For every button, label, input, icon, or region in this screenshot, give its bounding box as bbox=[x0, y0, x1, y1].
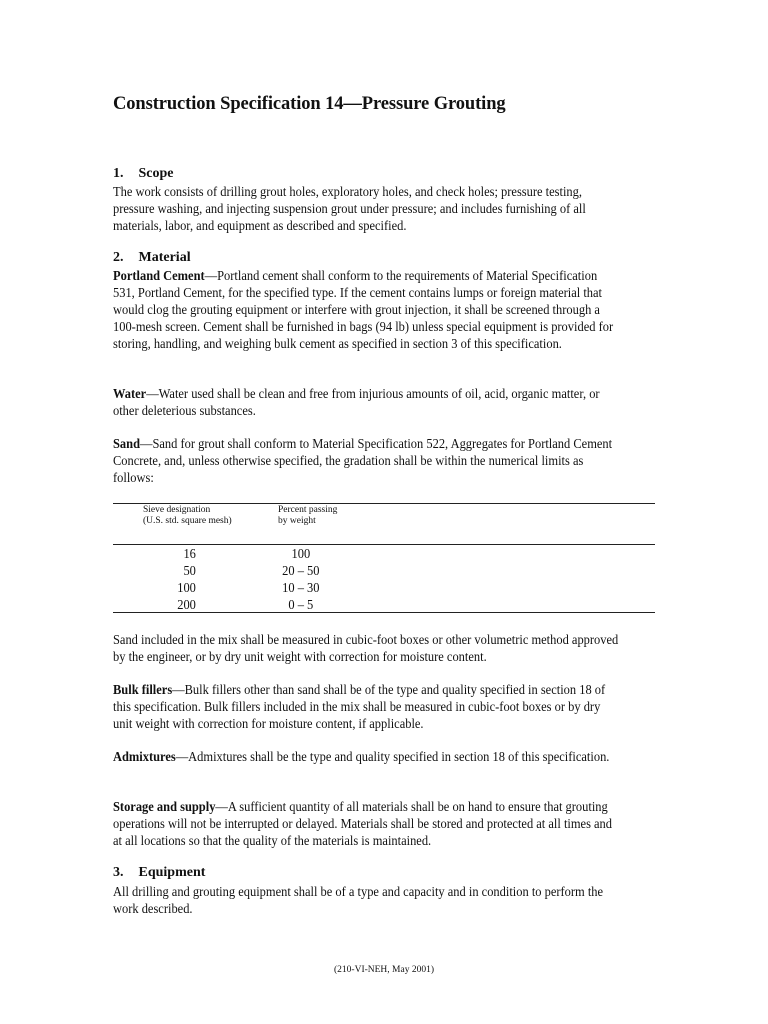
sand-paragraph bbox=[113, 435, 620, 486]
section-heading-scope bbox=[113, 166, 174, 182]
section-number: 2. bbox=[113, 250, 124, 265]
section-title: Scope bbox=[138, 166, 174, 181]
term-label: Admixtures bbox=[113, 749, 176, 764]
header-line: (U.S. std. square mesh) bbox=[143, 516, 232, 526]
header-line: by weight bbox=[278, 516, 316, 526]
portland-cement-paragraph bbox=[113, 267, 620, 352]
equipment-paragraph: All drilling and grouting equipment shall be of a type and capacity and in condition to perform the work described. bbox=[113, 884, 604, 916]
section-heading-material bbox=[113, 250, 191, 266]
section-title: Material bbox=[138, 250, 191, 265]
table-cell-sieve: 50 bbox=[183, 563, 196, 578]
table-cell-sieve: 100 bbox=[177, 580, 196, 595]
storage-supply-paragraph bbox=[113, 798, 620, 849]
header-line: Percent passing bbox=[278, 505, 338, 515]
term-label: Sand bbox=[113, 436, 141, 451]
table-top-rule bbox=[113, 503, 655, 504]
term-text: —Sand for grout shall conform to Material Specification 522, Aggregates for Portland Cement Concrete, and, unless otherwise specified, the gradation shall be within the numerical limits as follows: bbox=[113, 436, 613, 485]
sand-measurement-paragraph: Sand included in the mix shall be measured in cubic-foot boxes or other volumetric method approved by the engineer, or by dry unit weight with correction for moisture content. bbox=[113, 632, 619, 664]
water-paragraph bbox=[113, 385, 620, 419]
section-title: Equipment bbox=[138, 865, 206, 880]
scope-paragraph: The work consists of drilling grout holes, exploratory holes, and check holes; pressure testing, pressure washing, and injecting suspension grout under pressure; and includes furnishing of all materials, labor, and equipment as described and specified. bbox=[113, 184, 586, 233]
column-header-sieve bbox=[143, 505, 232, 527]
table-cell-percent: 0 – 5 bbox=[288, 597, 314, 612]
page-footer: (210-VI-NEH, May 2001) bbox=[334, 965, 434, 975]
section-number: 1. bbox=[113, 166, 124, 181]
term-label: Water bbox=[113, 386, 147, 401]
table-cell-percent: 20 – 50 bbox=[282, 563, 320, 578]
term-text: —Water used shall be clean and free from injurious amounts of oil, acid, organic matter, or other deleterious substances. bbox=[113, 386, 600, 418]
table-cell-sieve: 200 bbox=[177, 597, 196, 612]
term-label: Bulk fillers bbox=[113, 682, 173, 697]
section-heading-equipment bbox=[113, 865, 205, 881]
term-text: —Admixtures shall be the type and quality specified in section 18 of this specification. bbox=[175, 749, 610, 764]
term-label: Portland Cement bbox=[113, 268, 205, 283]
term-text: —A sufficient quantity of all materials shall be on hand to ensure that grouting operations will not be interrupted or delayed. Materials shall be stored and protected at all times and at all locations so that the quality of the materials is maintained. bbox=[113, 799, 613, 848]
admixtures-paragraph bbox=[113, 748, 620, 765]
document-title: Construction Specification 14—Pressure Grouting bbox=[113, 94, 506, 114]
table-cell-percent: 10 – 30 bbox=[282, 580, 320, 595]
term-text: —Portland cement shall conform to the requirements of Material Specification 531, Portland Cement, for the specified type. If the cement contains lumps or foreign material that would clog the grouting equipment or interfere with grout injection, it shall be screened through a 100-mesh screen. Cement shall be furnished in bags (94 lb) unless special equipment is provided for storing, handling, and weighing bulk cement as specified in section 3 of this specification. bbox=[113, 268, 614, 351]
table-bottom-rule bbox=[113, 612, 655, 613]
bulk-fillers-paragraph bbox=[113, 681, 620, 732]
term-text: —Bulk fillers other than sand shall be of the type and quality specified in section 18 of this specification. Bulk fillers included in the mix shall be measured in cubic-foot boxes or by dry unit weight with correction for moisture content, if applicable. bbox=[113, 682, 606, 731]
table-cell-sieve: 16 bbox=[183, 546, 196, 561]
column-header-percent bbox=[278, 505, 337, 527]
section-number: 3. bbox=[113, 865, 124, 880]
header-line: Sieve designation bbox=[143, 505, 211, 515]
table-cell-percent: 100 bbox=[291, 546, 311, 561]
term-label: Storage and supply bbox=[113, 799, 216, 814]
